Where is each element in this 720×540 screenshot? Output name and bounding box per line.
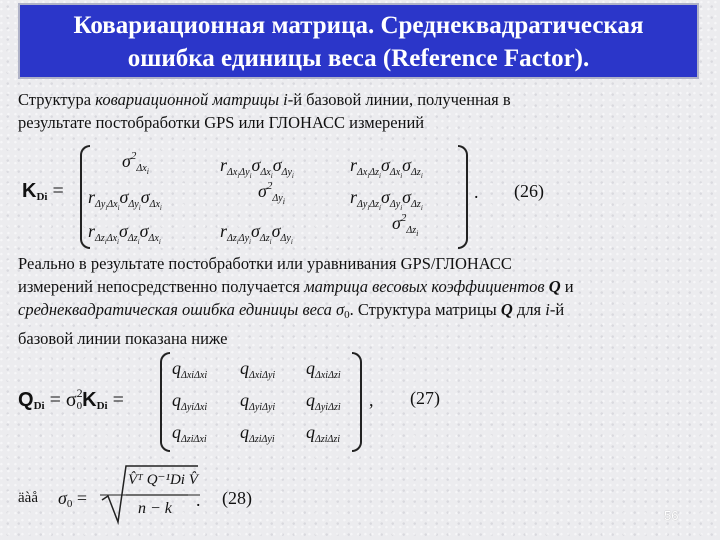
eq26-period: . bbox=[474, 182, 479, 202]
eq27-lhs-symbol: Q bbox=[18, 389, 34, 411]
intro-line-1 bbox=[18, 88, 511, 111]
body-line-3-italic: среднеквадратическая ошибка единицы веса σ bbox=[18, 300, 345, 319]
eq27-sigma-sup: 2 bbox=[76, 386, 83, 400]
eq26-cell-3-1: $r_{\Delta z_i\Delta x_i}\sigma_{\Delta z_i}\sigma_{\Delta x_i}$ bbox=[88, 221, 161, 246]
body-line-2-end: и bbox=[560, 277, 574, 296]
eq27-lhs-subscript: Di bbox=[33, 400, 45, 412]
eq27-cell-2-3: $q_{\Delta yi\Delta zi}$ bbox=[306, 390, 341, 413]
eq27-sigma: = σ bbox=[49, 389, 77, 411]
slide-title-line-2: ошибка единицы веса (Reference Factor). bbox=[127, 45, 590, 72]
eq27-right-bracket bbox=[352, 352, 362, 452]
eq27-cell-1-1: $q_{\Delta xi\Delta xi}$ bbox=[172, 358, 208, 381]
page-number: 56 bbox=[664, 508, 679, 523]
intro-text-italic: ковариационной матрицы i bbox=[95, 90, 288, 109]
eq27-K: K bbox=[82, 389, 97, 411]
slide-title-line-1: Ковариационная матрица. Среднеквадратическая bbox=[73, 12, 644, 39]
body-line-2-a: измерений непосредственно получается bbox=[18, 277, 305, 296]
body-line-2-Q: Q bbox=[548, 277, 561, 296]
eq26-cell-1-1: $\sigma^2_{\Delta x_i}$ bbox=[122, 150, 149, 176]
eq27-cell-1-2: $q_{\Delta xi\Delta yi}$ bbox=[240, 358, 276, 381]
eq26-lhs-subscript: Di bbox=[36, 191, 48, 203]
eq27-cell-3-3: $q_{\Delta zi\Delta zi}$ bbox=[306, 422, 341, 445]
body-line-1: Реально в результате постобработки или уравнивания GPS/ГЛОНАСС bbox=[18, 254, 512, 273]
intro-paragraph bbox=[18, 88, 511, 134]
eq26-lhs bbox=[22, 180, 64, 203]
eq27-cell-3-2: $q_{\Delta zi\Delta yi}$ bbox=[240, 422, 275, 445]
eq26-cell-2-2: $\sigma^2_{\Delta y_i}$ bbox=[258, 180, 285, 206]
body-line-4: базовой линии показана ниже bbox=[18, 329, 228, 348]
eq27-number: (27) bbox=[410, 388, 440, 408]
body-line-3-Q: Q bbox=[500, 300, 513, 319]
eq27-cell-2-1: $q_{\Delta yi\Delta xi}$ bbox=[172, 390, 208, 413]
eq26-number: (26) bbox=[514, 181, 544, 201]
eq28-numerator: V̂ᵀ Q⁻¹Di V̂ bbox=[128, 472, 198, 488]
body-line-2 bbox=[18, 275, 574, 298]
intro-line-2: результате постобработки GPS или ГЛОНАСС измерений bbox=[18, 113, 425, 132]
body-line-3-c: для bbox=[512, 300, 546, 319]
eq26-cell-2-3: $r_{\Delta y_i\Delta z_i}\sigma_{\Delta y_i}\sigma_{\Delta z_i}$ bbox=[350, 187, 423, 212]
eq26-cell-3-2: $r_{\Delta z_i\Delta y_i}\sigma_{\Delta z_i}\sigma_{\Delta y_i}$ bbox=[220, 221, 293, 246]
eq28-sigma-sub: 0 bbox=[66, 498, 73, 510]
eq26-right-bracket bbox=[458, 145, 468, 249]
body-line-3-b: . Структура матрицы bbox=[349, 300, 501, 319]
eq27-equals: = bbox=[112, 389, 124, 411]
eq28-prefix: äàå bbox=[18, 490, 38, 506]
eq26-cell-1-2: $r_{\Delta x_i\Delta y_i}\sigma_{\Delta x_i}\sigma_{\Delta y_i}$ bbox=[220, 155, 294, 180]
eq27-cell-2-2: $q_{\Delta yi\Delta yi}$ bbox=[240, 390, 276, 413]
intro-text-b: -й базовой линии, полученная в bbox=[287, 90, 511, 109]
eq27-left-bracket bbox=[160, 352, 170, 452]
eq28-lhs bbox=[58, 488, 87, 510]
eq26-cell-3-3: $\sigma^2_{\Delta z_i}$ bbox=[392, 212, 419, 238]
slide-title-banner bbox=[18, 3, 699, 79]
eq26-lhs-symbol: K bbox=[22, 180, 37, 202]
eq27-sigma-sub: 0 bbox=[76, 400, 83, 412]
intro-text-a: Структура bbox=[18, 90, 96, 109]
eq27-K-sub: Di bbox=[96, 400, 108, 412]
eq26-cell-2-1: $r_{\Delta y_i\Delta x_i}\sigma_{\Delta y_i}\sigma_{\Delta x_i}$ bbox=[88, 187, 162, 212]
body-line-2-italic: матрица весовых коэффициентов bbox=[304, 277, 549, 296]
eq28-period: . bbox=[196, 490, 201, 510]
eq28-sigma: σ bbox=[58, 488, 67, 508]
eq27-lhs bbox=[18, 386, 124, 412]
eq28-fraction-bar bbox=[126, 494, 188, 496]
eq27-cell-1-3: $q_{\Delta xi\Delta zi}$ bbox=[306, 358, 341, 381]
eq28-equals: = bbox=[76, 488, 88, 508]
body-line-3-sub: 0 bbox=[344, 309, 350, 321]
body-line-3-end: -й bbox=[549, 300, 565, 319]
body-paragraph bbox=[18, 252, 574, 350]
body-line-3-i: i bbox=[545, 300, 550, 319]
eq27-cell-3-1: $q_{\Delta zi\Delta xi}$ bbox=[172, 422, 207, 445]
eq28-denominator: n − k bbox=[138, 500, 172, 517]
eq28-number: (28) bbox=[222, 488, 252, 508]
eq27-comma: , bbox=[369, 390, 374, 410]
eq26-cell-1-3: $r_{\Delta x_i\Delta z_i}\sigma_{\Delta x_i}\sigma_{\Delta z_i}$ bbox=[350, 155, 423, 180]
body-line-3 bbox=[18, 298, 574, 327]
eq26-equals: = bbox=[52, 180, 64, 202]
